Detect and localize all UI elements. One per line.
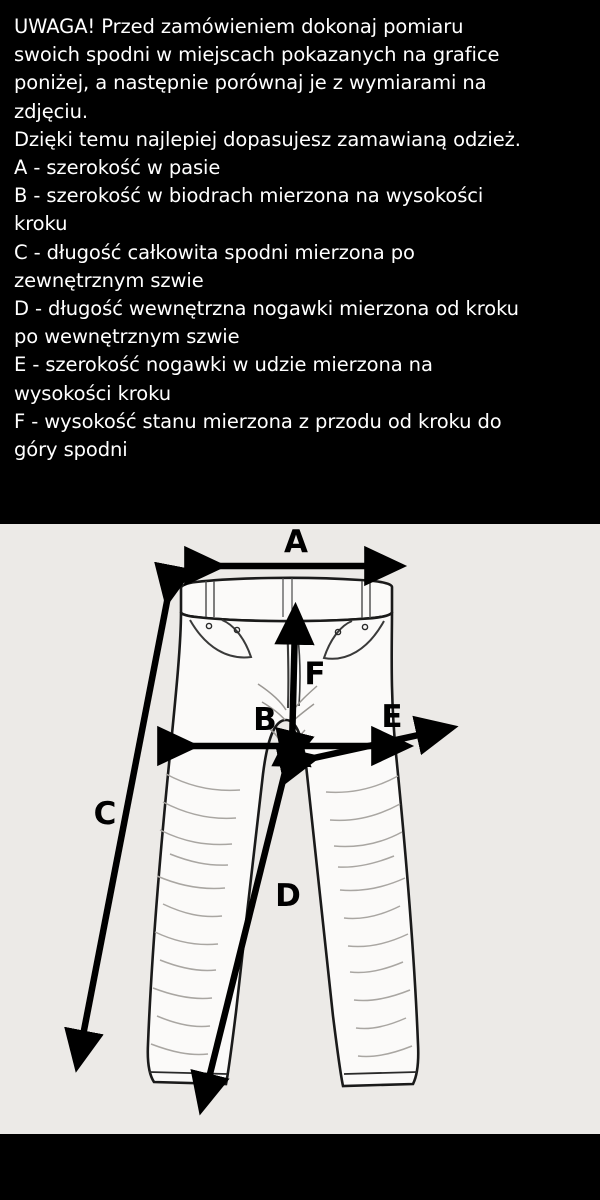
- jeans-waistband: [181, 578, 392, 621]
- notice-line: poniżej, a następnie porównaj je z wymiarami na: [14, 71, 487, 95]
- label-a: A: [284, 524, 308, 560]
- notice-line-c: C - długość całkowita spodni mierzona po: [14, 240, 415, 264]
- notice-line-f-cont: góry spodni: [14, 438, 128, 462]
- notice-line-e-cont: wysokości kroku: [14, 381, 171, 405]
- label-d: D: [275, 878, 301, 914]
- label-b: B: [253, 702, 277, 738]
- notice-line-b: B - szerokość w biodrach mierzona na wysokości: [14, 184, 484, 208]
- jeans-measurement-diagram: [0, 524, 600, 1134]
- notice-line: zdjęciu.: [14, 99, 88, 123]
- notice-line-d: D - długość wewnętrzna nogawki mierzona od kroku: [14, 297, 519, 321]
- notice-line-c-cont: zewnętrznym szwie: [14, 268, 204, 292]
- notice-line-b-cont: kroku: [14, 212, 68, 236]
- notice-line-f: F - wysokość stanu mierzona z przodu od kroku do: [14, 409, 502, 433]
- notice-line: UWAGA! Przed zamówieniem dokonaj pomiaru: [14, 15, 464, 38]
- bottom-letterbox: [0, 1134, 600, 1200]
- label-e: E: [381, 699, 403, 735]
- label-f: F: [304, 656, 326, 692]
- measurement-instructions: [0, 0, 600, 524]
- notice-line-e: E - szerokość nogawki w udzie mierzona na: [14, 353, 433, 377]
- label-c: C: [93, 796, 117, 832]
- notice-line: swoich spodni w miejscach pokazanych na grafice: [14, 43, 500, 67]
- notice-line-a: A - szerokość w pasie: [14, 156, 221, 180]
- notice-line: Dzięki temu najlepiej dopasujesz zamawianą odzież.: [14, 127, 521, 151]
- notice-line-d-cont: po wewnętrznym szwie: [14, 325, 240, 349]
- arrow-f-rise: [292, 624, 295, 746]
